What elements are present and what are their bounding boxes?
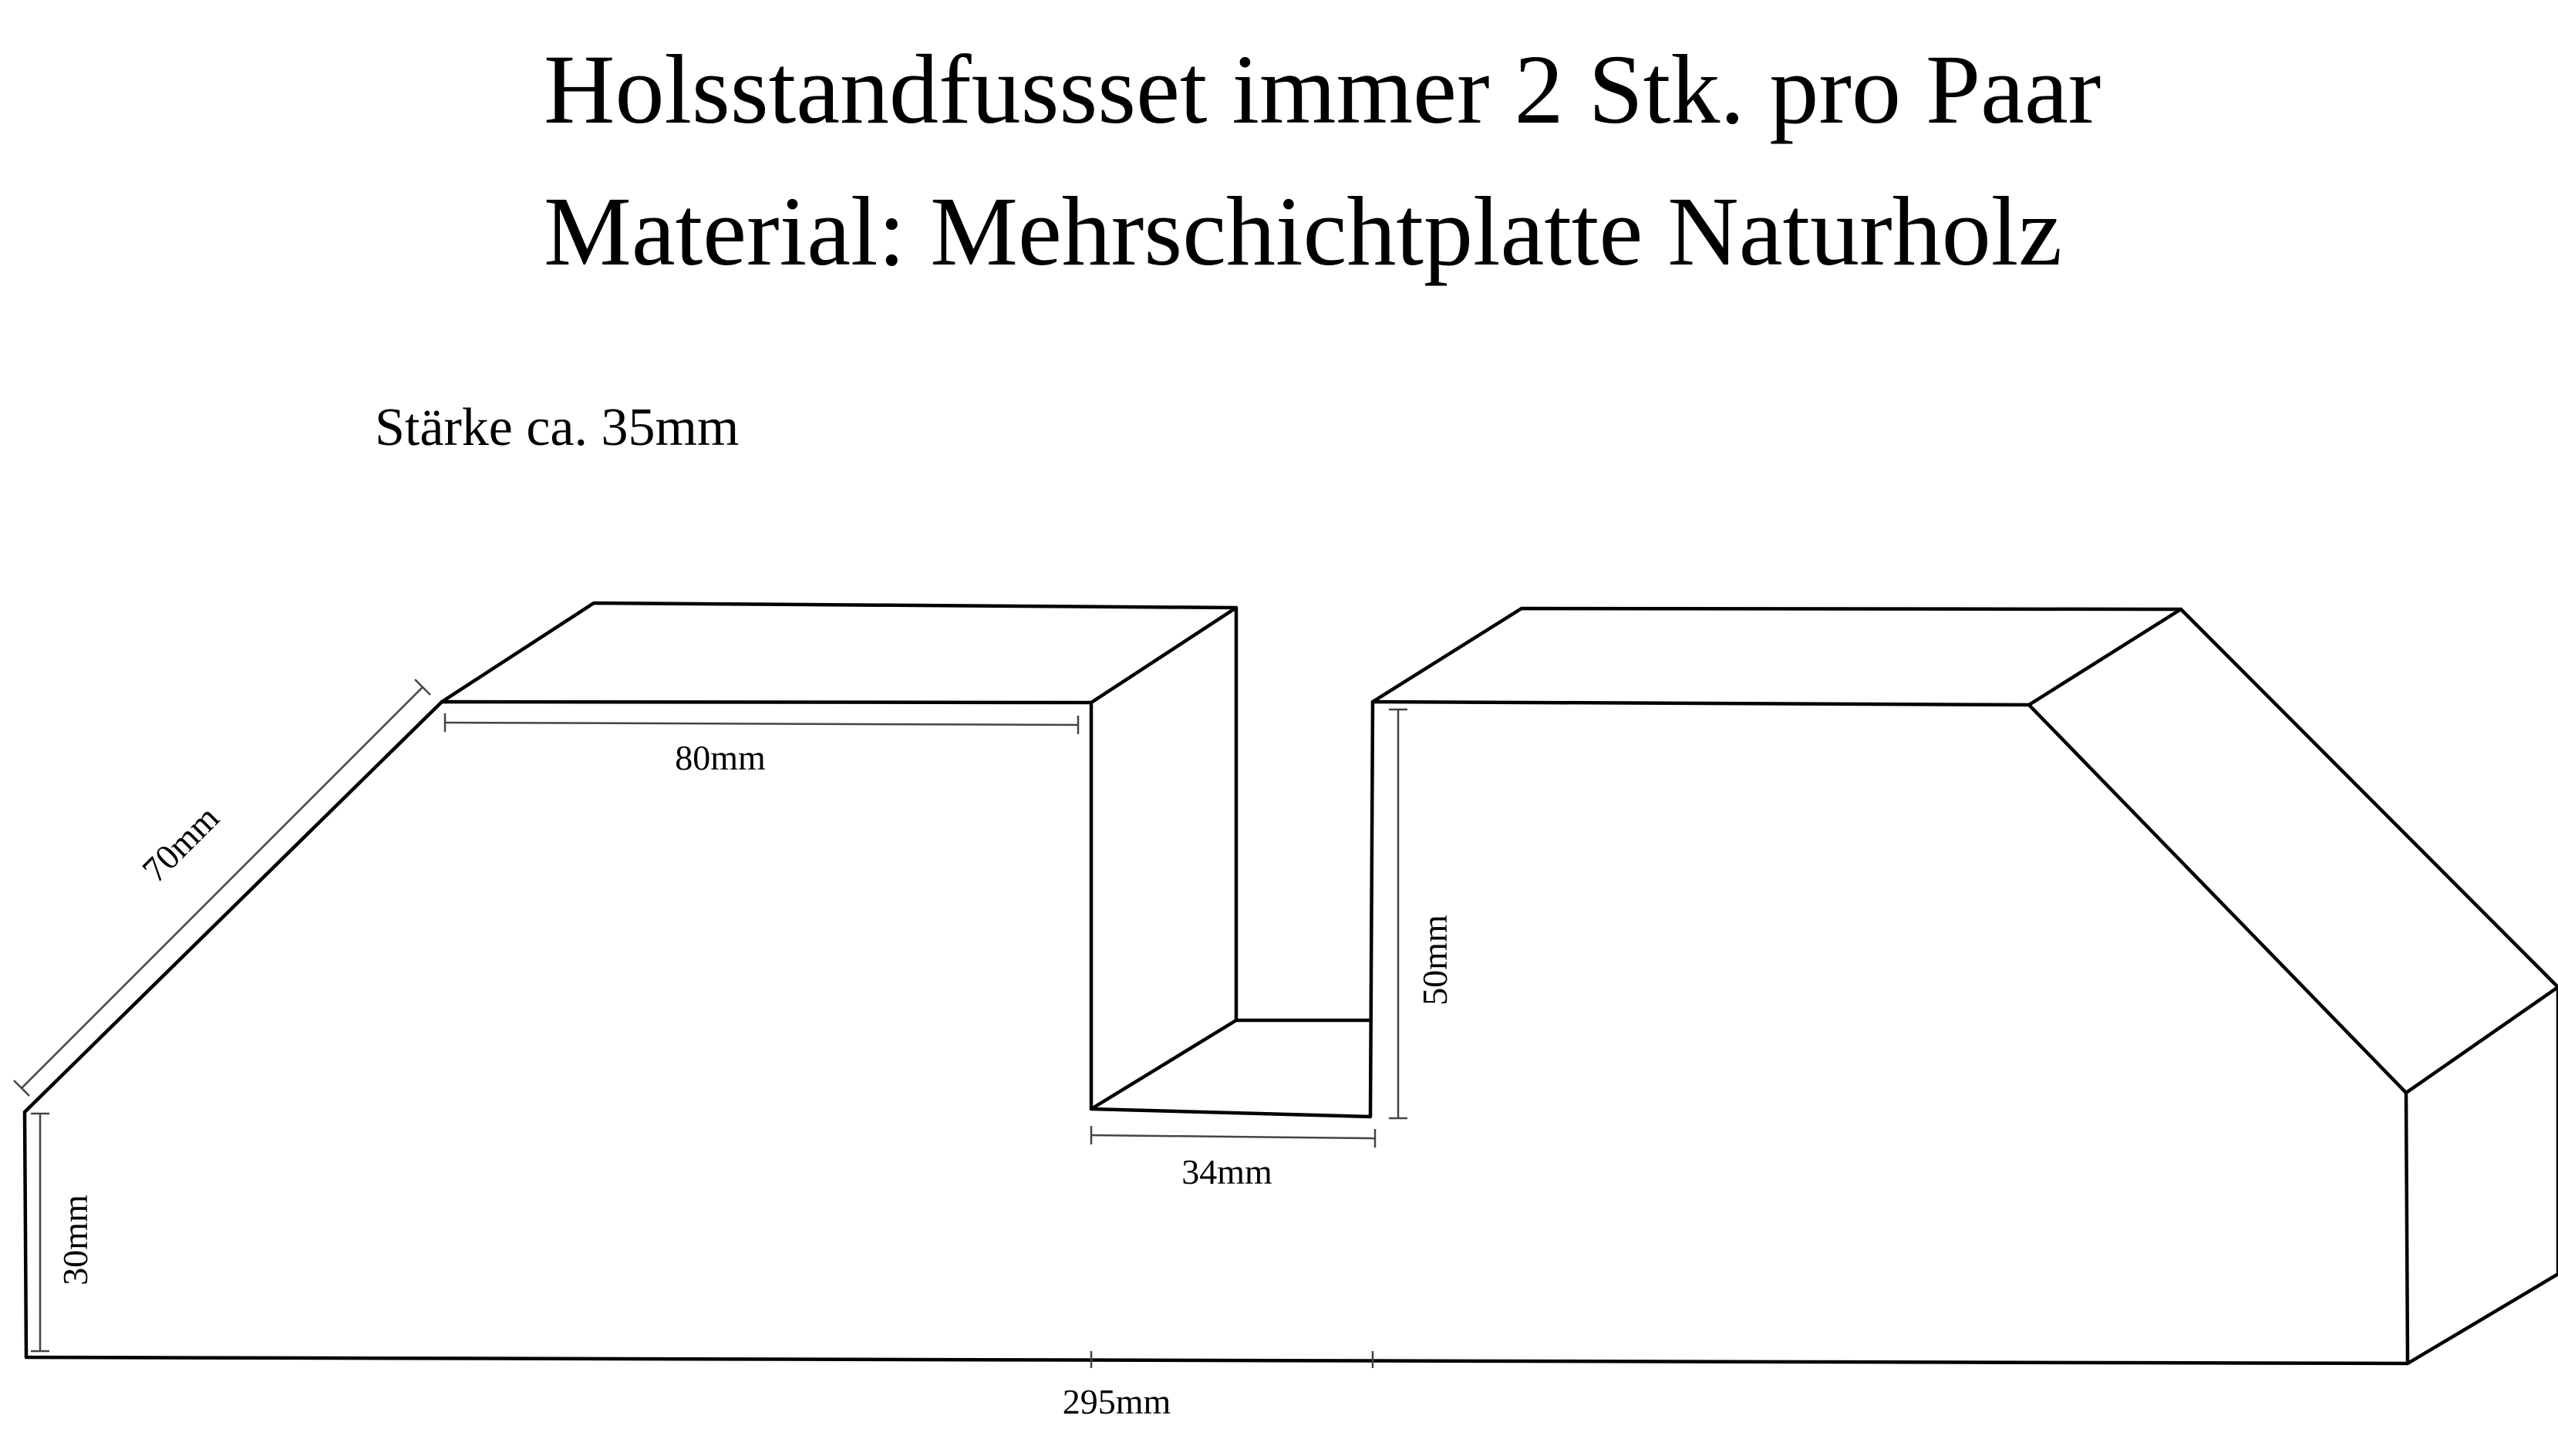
slot-inner-faces bbox=[1091, 1020, 1370, 1109]
dimension-top-length bbox=[445, 713, 1078, 777]
dimension-left-height bbox=[31, 1114, 95, 1351]
right-block-top-face bbox=[1373, 608, 2558, 1363]
thickness-label: Stärke ca. 35mm bbox=[375, 398, 740, 457]
dimension-slot-depth bbox=[1389, 709, 1454, 1118]
title-line-1: Holsstandfussset immer 2 Stk. pro Paar bbox=[544, 35, 2101, 144]
dimension-slant-label: 70mm bbox=[134, 797, 227, 890]
left-block-top-face bbox=[442, 603, 1236, 1020]
dimension-slot-depth-label: 50mm bbox=[1415, 915, 1454, 1006]
dimension-left-height-label: 30mm bbox=[56, 1195, 95, 1286]
dimension-top-length-label: 80mm bbox=[675, 738, 766, 777]
dimension-slot-width bbox=[1091, 1126, 1375, 1191]
title-line-2: Material: Mehrschichtplatte Naturholz bbox=[544, 177, 2063, 286]
dimension-total-length-label: 295mm bbox=[1062, 1382, 1171, 1421]
dimension-slant bbox=[14, 679, 430, 1096]
dimension-slot-width-label: 34mm bbox=[1181, 1152, 1272, 1191]
